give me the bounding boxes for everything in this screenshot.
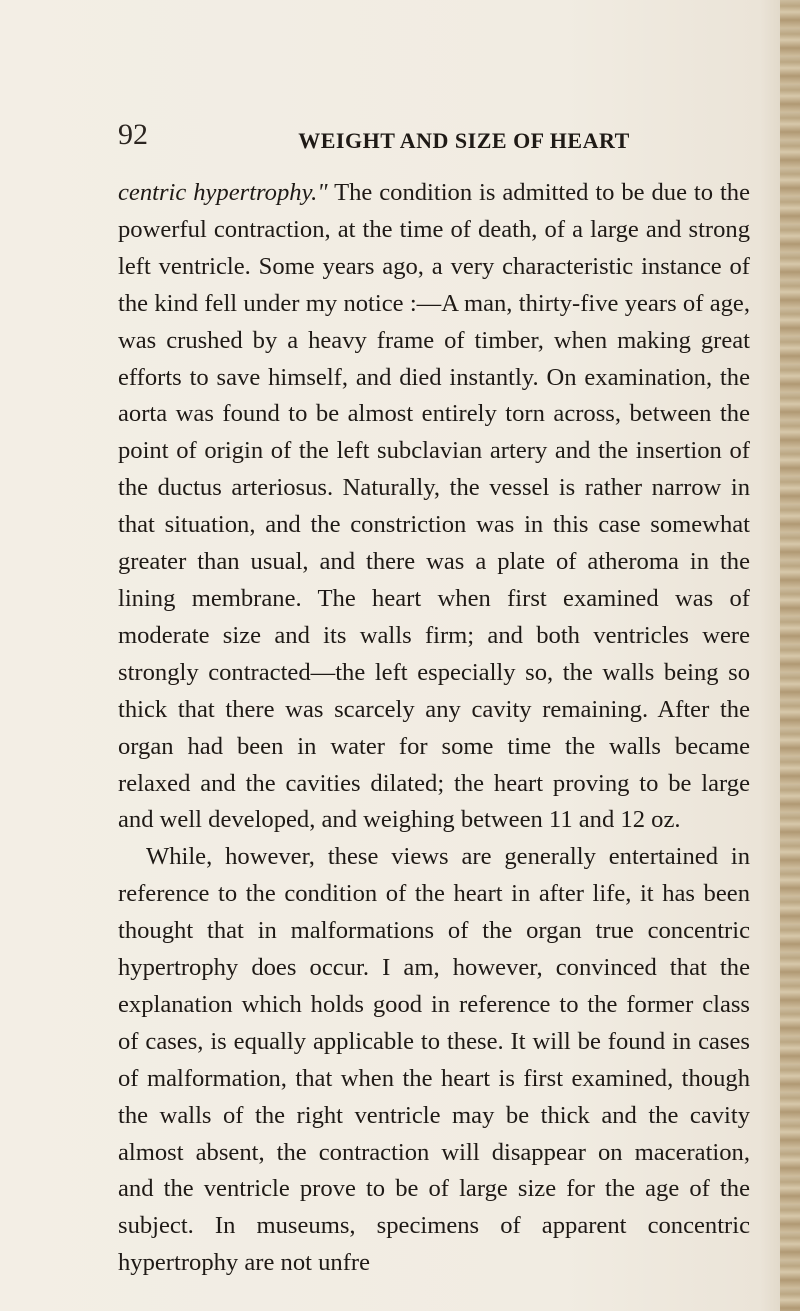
body-text: [118, 175, 750, 1282]
page-header: [118, 118, 750, 158]
paragraph-1-lead: centric hypertrophy.": [118, 179, 328, 206]
paragraph-1-text: The condition is admitted to be due to the powerful contraction, at the time of death, of a large and strong left ventricle. Some years ago, a very characteristic instance of the kind fell under my notice :—A man, thirty-five years of age, was crushed by a heavy frame of timber, when making great efforts to save himself, and died instantly. On examination, the aorta was found to be almost entirely torn across, between the point of origin of the left subclavian artery and the insertion of the ductus arteriosus. Naturally, the vessel is rather narrow in that situation, and the constriction was in this case somewhat greater than usual, and there was a plate of atheroma in the lining membrane. The heart when first examined was of moderate size and its walls firm; and both ventricles were strongly contracted—the left especially so, the walls being so thick that there was scarcely any cavity remaining. After the organ had been in water for some time the walls became relaxed and the cavities dilated; the heart proving to be large and well developed, and weighing between 11 and 12 oz.: [118, 179, 750, 834]
page-edge: [780, 0, 800, 1311]
running-title: WEIGHT AND SIZE OF HEART: [298, 128, 630, 153]
paragraph-1: [118, 175, 750, 839]
paragraph-2: While, however, these views are generally entertained in reference to the condition of the heart in after life, it has been thought that in malformations of the organ true concentric hypertrophy does occur. I am, however, convinced that the explanation which holds good in reference to the former class of cases, is equally applicable to these. It will be found in cases of malformation, that when the heart is first examined, though the walls of the right ventricle may be thick and the cavity almost absent, the contraction will disappear on maceration, and the ventricle prove to be of large size for the age of the subject. In museums, specimens of apparent concentric hypertrophy are not unfre: [118, 843, 750, 1277]
page-number: 92: [118, 118, 148, 151]
